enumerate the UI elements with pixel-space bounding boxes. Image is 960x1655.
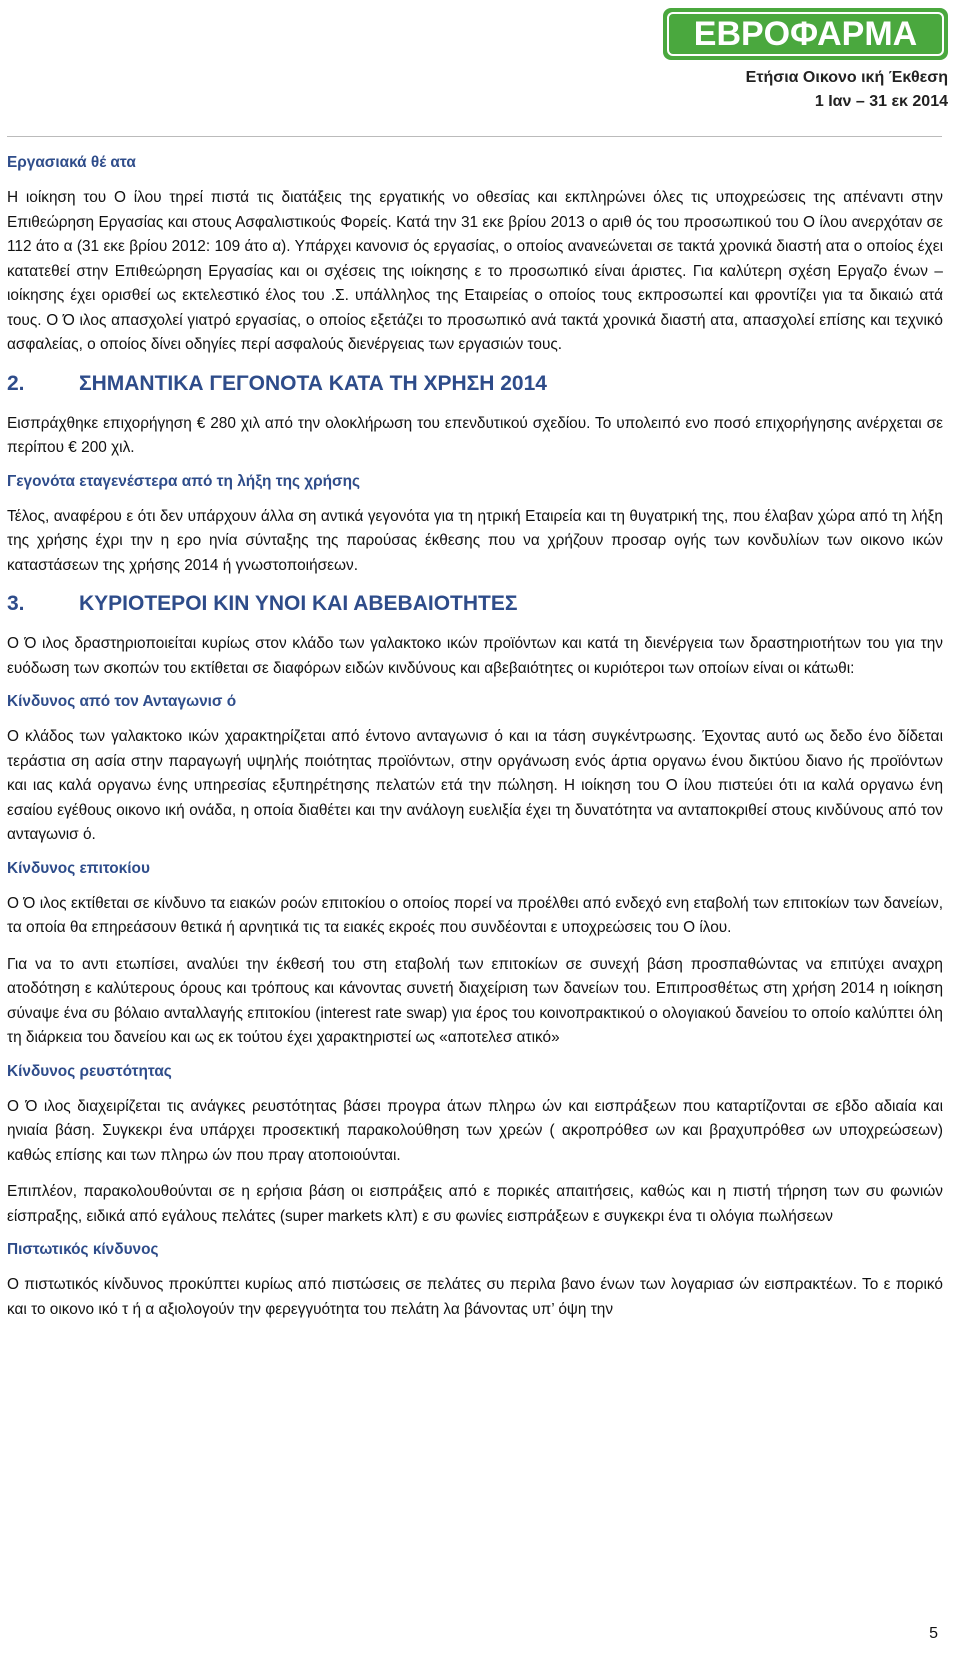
section-3-intro: Ο Ό ιλος δραστηριοποιείται κυρίως στον κλάδο των γαλακτοκο ικών προϊόντων και κατά τη διενέργεια των δραστηριοτήτων του για την ευόδωση των σκοπών του εκτίθεται σε διαφόρων ειδών κινδύνους και αβεβαιότητες οι κυριότεροι των οποίων είναι οι κάτωθι: — [7, 635, 943, 677]
liquidity-risk-text-2: Επιπλέον, παρακολουθούνται σε η ερήσια βάση οι εισπράξεις από ε πορικές απαιτήσεις, καθώς και η πιστή τήρηση των συ φωνιών είσπραξης, ειδικά από εγάλους πελάτες (super markets κλπ) ε συ φωνίες εισπράξεων ε συγκεκρι ένα τι ολόγια πωλήσεων — [7, 1183, 943, 1225]
title-line-1: Ετήσια Οικονο ική Έκθεση — [745, 69, 948, 86]
credit-risk-text: Ο πιστωτικός κίνδυνος προκύπτει κυρίως από πιστώσεις σε πελάτες συ περιλα βανο ένων των λογαριασ ών εισπρακτέων. Το ε πορικό και το οικονο ικό τ ή α αξιολογούν την φερεγγυότητα του πελάτη λα βάνοντας υπ’ όψη την — [7, 1276, 943, 1318]
document-title — [746, 66, 948, 114]
section-2-text: Εισπράχθηκε επιχορήγηση € 280 χιλ από την ολοκλήρωση του επενδυτικού σχεδίου. Το υπολειπό ενο ποσό επιχορήγησης ανέρχεται σε περίπου € 200 χιλ. — [7, 414, 943, 456]
section-2-heading — [7, 372, 943, 396]
labor-text: Η ιοίκηση του Ο ίλου τηρεί πιστά τις διατάξεις της εργατικής νο οθεσίας και εκπληρώνει όλες τις υποχρεώσεις της απέναντι στην Επιθεώρηση Εργασίας και στους Ασφαλιστικούς Φορείς. Κατά την 31 εκε βρίου 2013 ο αριθ ός του προσωπικού του Ο ίλου ανερχόταν σε 112 άτο α (31 εκε βρίου 2012: 109 άτο α). Υπάρχει κανονισ ός εργασίας, ο οποίος ανανεώνεται σε τακτά χρονικά διαστή ατα ο οποίος έχει κατατεθεί στην Επιθεώρηση Εργασίας και οι σχέσεις της ιοίκησης ε το προσωπικό είναι άριστες. Για καλύτερη σχέση Εργαζο ένων – ιοίκησης έχει ορισθεί ως εκτελεστικό έλος του .Σ. υπάλληλος της Εταιρείας ο οποίος τους εκπροσωπεί και φροντίζει για τα δικαιώ ατά τους. Ο Ό ιλος απασχολεί γιατρό εργασίας, ο οποίος εξετάζει το προσωπικό ανά τακτά χρονικά διαστή ατα, απασχολεί επίσης και τεχνικό ασφαλείας, ο οποίος δίνει οδηγίες περί ασφαλούς διενέργειας των εργασιών τους. — [7, 189, 943, 353]
section-2-title: ΣΗΜΑΝΤΙΚΑ ΓΕΓΟΝΟΤΑ ΚΑΤΑ ΤΗ ΧΡΗΣΗ 2014 — [79, 371, 547, 395]
labor-heading: Εργασιακά θέ ατα — [7, 154, 136, 171]
subsequent-events-text: Τέλος, αναφέρου ε ότι δεν υπάρχουν άλλα ση αντικά γεγονότα για τη ητρική Εταιρεία και τη θυγατρική της, που έλαβαν χώρα από τη λήξη της χρήσης έχρι την η ερο ηνία σύνταξης της παρούσας έκθεσης που να χρήζουν προσαρ ογής των κονδυλίων των οικονο ικών καταστάσεων της χρήσης 2014 ή γνωστοποιήσεων. — [7, 507, 943, 574]
page-header — [588, 8, 948, 108]
competition-risk-heading: Κίνδυνος από τον Ανταγωνισ ό — [7, 693, 237, 710]
section-3-title: ΚΥΡΙΟΤΕΡΟΙ ΚΙΝ ΥΝΟΙ ΚΑΙ ΑΒΕΒΑΙΟΤΗΤΕΣ — [79, 592, 518, 615]
subsequent-events-heading: Γεγονότα εταγενέστερα από τη λήξη της χρήσης — [7, 472, 360, 490]
page-number: 5 — [929, 1625, 938, 1642]
header-divider — [7, 136, 942, 137]
title-line-2: 1 Ιαν – 31 εκ 2014 — [814, 93, 948, 110]
section-3-number: 3. — [7, 592, 25, 615]
competition-risk-text: Ο κλάδος των γαλακτοκο ικών χαρακτηρίζεται από έντονο ανταγωνισ ό και ια τάση συγκέντρωσης. Έχοντας αυτό ως δεδο ένο δίδεται τεράστια ση ασία στην παραγωγή υψηλής ποιότητας προϊόντων, στην οργάνωση ενός άρτια οργανω ένου δικτύου διανο ής προϊόντων και ιας καλά οργανω ένης υπηρεσίας εξυπηρέτησης πελατών ετά την πώληση. Η ιοίκηση του Ο ίλου πιστεύει ότι ια καλά οργανω ένη εσαίου εγέθους οικονο ική ονάδα, η οποία διαθέτει και την ανάλογη ευελιξία έχει τη δυνατότητα να ανταποκριθεί στους κινδύνους από τον ανταγωνισ ό. — [7, 728, 943, 843]
interest-risk-heading: Κίνδυνος επιτοκίου — [7, 859, 150, 877]
company-logo — [663, 8, 948, 60]
liquidity-risk-heading: Κίνδυνος ρευστότητας — [7, 1062, 172, 1080]
interest-risk-text-1: Ο Ό ιλος εκτίθεται σε κίνδυνο τα ειακών ροών επιτοκίου ο οποίος πορεί να προέλθει από ενδεχό ενη εταβολή των επιτοκίων των δανείων, τα οποία θα επηρεάσουν θετικά ή αρνητικά τις τα ειακές εκροές που συνδέονται ε υποχρεώσεις του Ο ίλου. — [7, 894, 943, 936]
section-3-heading — [7, 592, 943, 616]
logo-text: ΕΒΡΟΦΑΡΜΑ — [693, 14, 918, 53]
credit-risk-heading: Πιστωτικός κίνδυνος — [7, 1241, 159, 1258]
liquidity-risk-text-1: Ο Ό ιλος διαχειρίζεται τις ανάγκες ρευστότητας βάσει προγρα άτων πληρω ών και εισπράξεων που καταρτίζονται σε εβδο αδιαία και ηνιαία βάση. Συγκεκρι ένα υπάρχει προσεκτική παρακολούθηση των χρεών ( ακροπρόθεσ ων και βραχυπρόθεσ ων υποχρεώσεων) καθώς επίσης και των πληρω ών που πραγ ατοποιούνται. — [7, 1097, 943, 1164]
interest-risk-text-2: Για να το αντι ετωπίσει, αναλύει την έκθεσή του στη εταβολή των επιτοκίων σε συνεχή βάση προσπαθώντας να επιτύχει αναχρη ατοδότηση ε καλύτερους όρους και τρόπους και κάνοντας συνετή διαχείριση των δανείων του. Επιπροσθέτως στη χρήση 2014 η ιοίκηση σύναψε ένα συ βόλαιο ανταλλαγής επιτοκίου (interest rate swap) για έρος του κοινοπρακτικού ο ολογιακού δανείου το οποίο καλύπτει όλη τη διάρκεια του δανείου και ως εκ τούτου έχει χαρακτηριστεί ως «αποτελεσ ατικό» — [7, 955, 943, 1046]
section-2-number: 2. — [7, 371, 25, 395]
page-content — [7, 154, 943, 1334]
